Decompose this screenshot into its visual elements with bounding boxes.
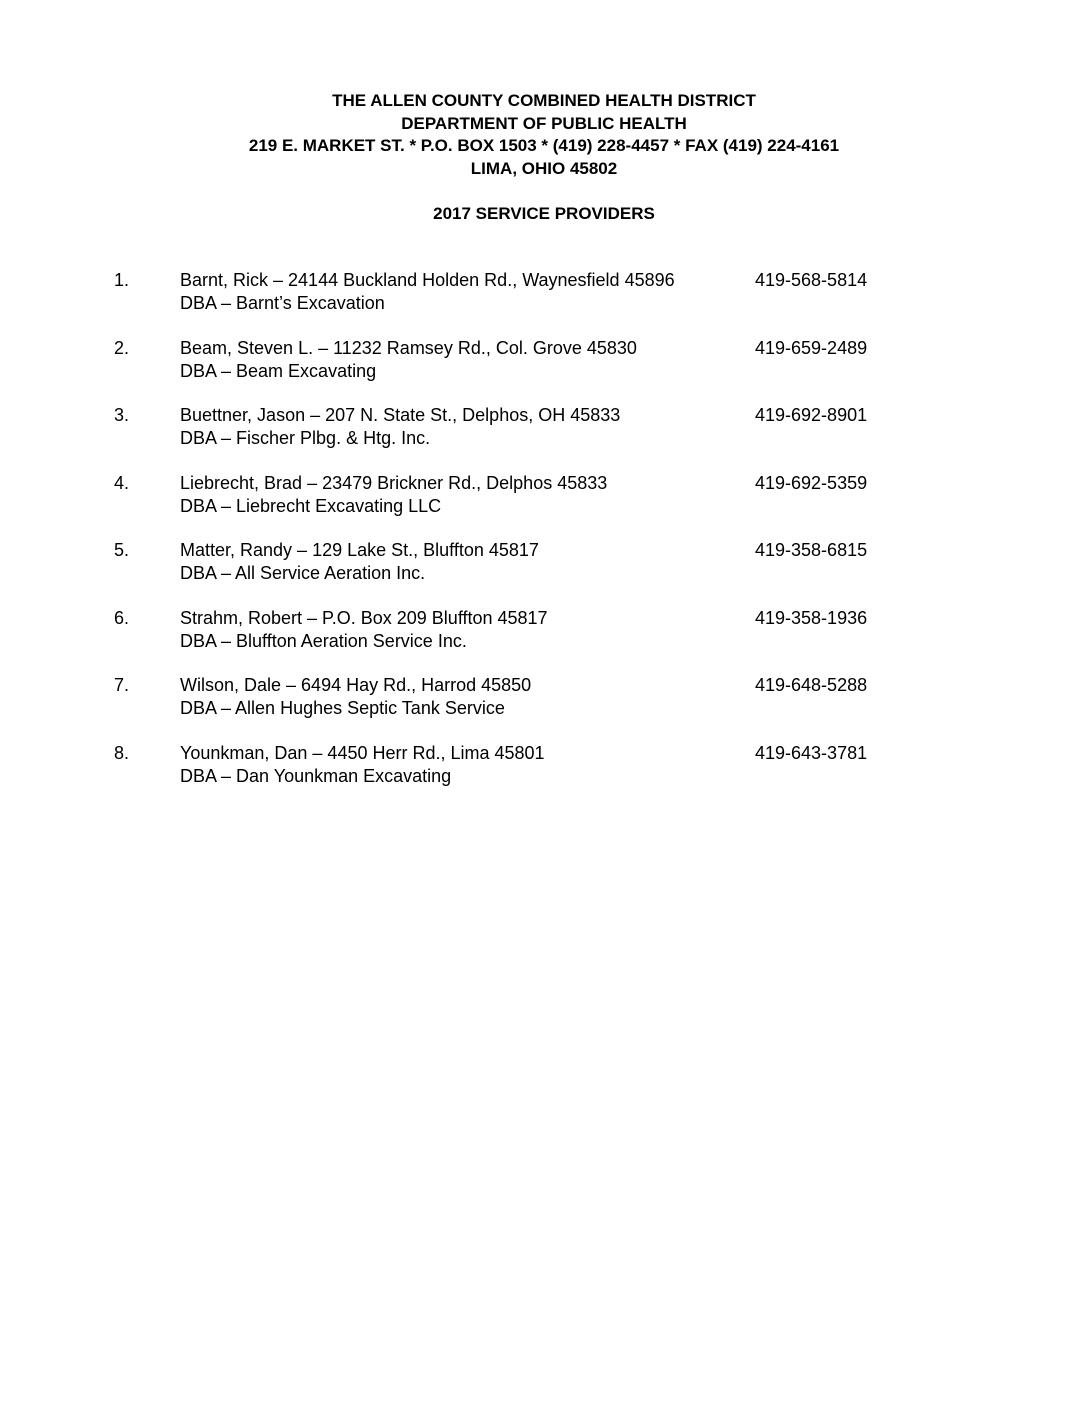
provider-dba: DBA – Liebrecht Excavating LLC: [180, 495, 442, 516]
provider-phone: 419-358-6815: [755, 540, 868, 560]
provider-contact: Beam, Steven L. – 11232 Ramsey Rd., Col. Grove 45830: [180, 337, 637, 358]
provider-phone: 419-692-8901: [755, 405, 868, 425]
item-number: 3.: [114, 405, 130, 425]
provider-phone: 419-659-2489: [755, 337, 868, 358]
provider-phone: 419-358-1936: [755, 607, 868, 628]
list-item: [0, 337, 1088, 405]
provider-contact: Younkman, Dan – 4450 Herr Rd., Lima 45801: [180, 742, 545, 763]
organization-name: THE ALLEN COUNTY COMBINED HEALTH DISTRICT: [332, 91, 756, 110]
list-item: [0, 674, 1088, 742]
provider-phone: 419-568-5814: [755, 270, 868, 290]
department-name: DEPARTMENT OF PUBLIC HEALTH: [401, 113, 687, 133]
city-state-zip: LIMA, OHIO 45802: [470, 158, 618, 178]
item-number: 8.: [114, 742, 130, 763]
provider-dba: DBA – Dan Younkman Excavating: [180, 765, 452, 786]
provider-phone: 419-648-5288: [755, 675, 868, 695]
list-item: [0, 607, 1088, 675]
provider-phone: 419-692-5359: [755, 472, 868, 493]
provider-dba: DBA – Allen Hughes Septic Tank Service: [180, 698, 505, 718]
provider-contact: Strahm, Robert – P.O. Box 209 Bluffton 45817: [180, 607, 548, 628]
provider-contact: Matter, Randy – 129 Lake St., Bluffton 45817: [180, 540, 539, 560]
provider-contact: Wilson, Dale – 6494 Hay Rd., Harrod 45850: [180, 675, 532, 695]
list-item: [0, 404, 1088, 472]
letterhead: [0, 90, 1088, 180]
provider-phone: 419-643-3781: [755, 742, 868, 763]
provider-dba: DBA – Beam Excavating: [180, 360, 377, 381]
page-title: 2017 SERVICE PROVIDERS: [433, 204, 655, 223]
item-number: 7.: [114, 675, 130, 695]
list-item: [0, 539, 1088, 607]
provider-dba: DBA – Bluffton Aeration Service Inc.: [180, 630, 467, 651]
contact-address-line: 219 E. MARKET ST. * P.O. BOX 1503 * (419) 228-4457 * FAX (419) 224-4161: [248, 136, 840, 155]
item-number: 1.: [114, 270, 130, 290]
provider-contact: Buettner, Jason – 207 N. State St., Delphos, OH 45833: [180, 405, 621, 425]
item-number: 4.: [114, 472, 130, 493]
provider-dba: DBA – Barnt’s Excavation: [180, 293, 385, 313]
item-number: 5.: [114, 540, 130, 560]
list-item: [0, 472, 1088, 540]
list-item: [0, 742, 1088, 810]
provider-dba: DBA – All Service Aeration Inc.: [180, 563, 426, 583]
provider-list: [0, 269, 1088, 809]
item-number: 6.: [114, 607, 130, 628]
provider-contact: Barnt, Rick – 24144 Buckland Holden Rd., Waynesfield 45896: [180, 270, 675, 290]
item-number: 2.: [114, 337, 130, 358]
list-item: [0, 269, 1088, 337]
provider-contact: Liebrecht, Brad – 23479 Brickner Rd., Delphos 45833: [180, 472, 608, 493]
provider-dba: DBA – Fischer Plbg. & Htg. Inc.: [180, 428, 431, 448]
